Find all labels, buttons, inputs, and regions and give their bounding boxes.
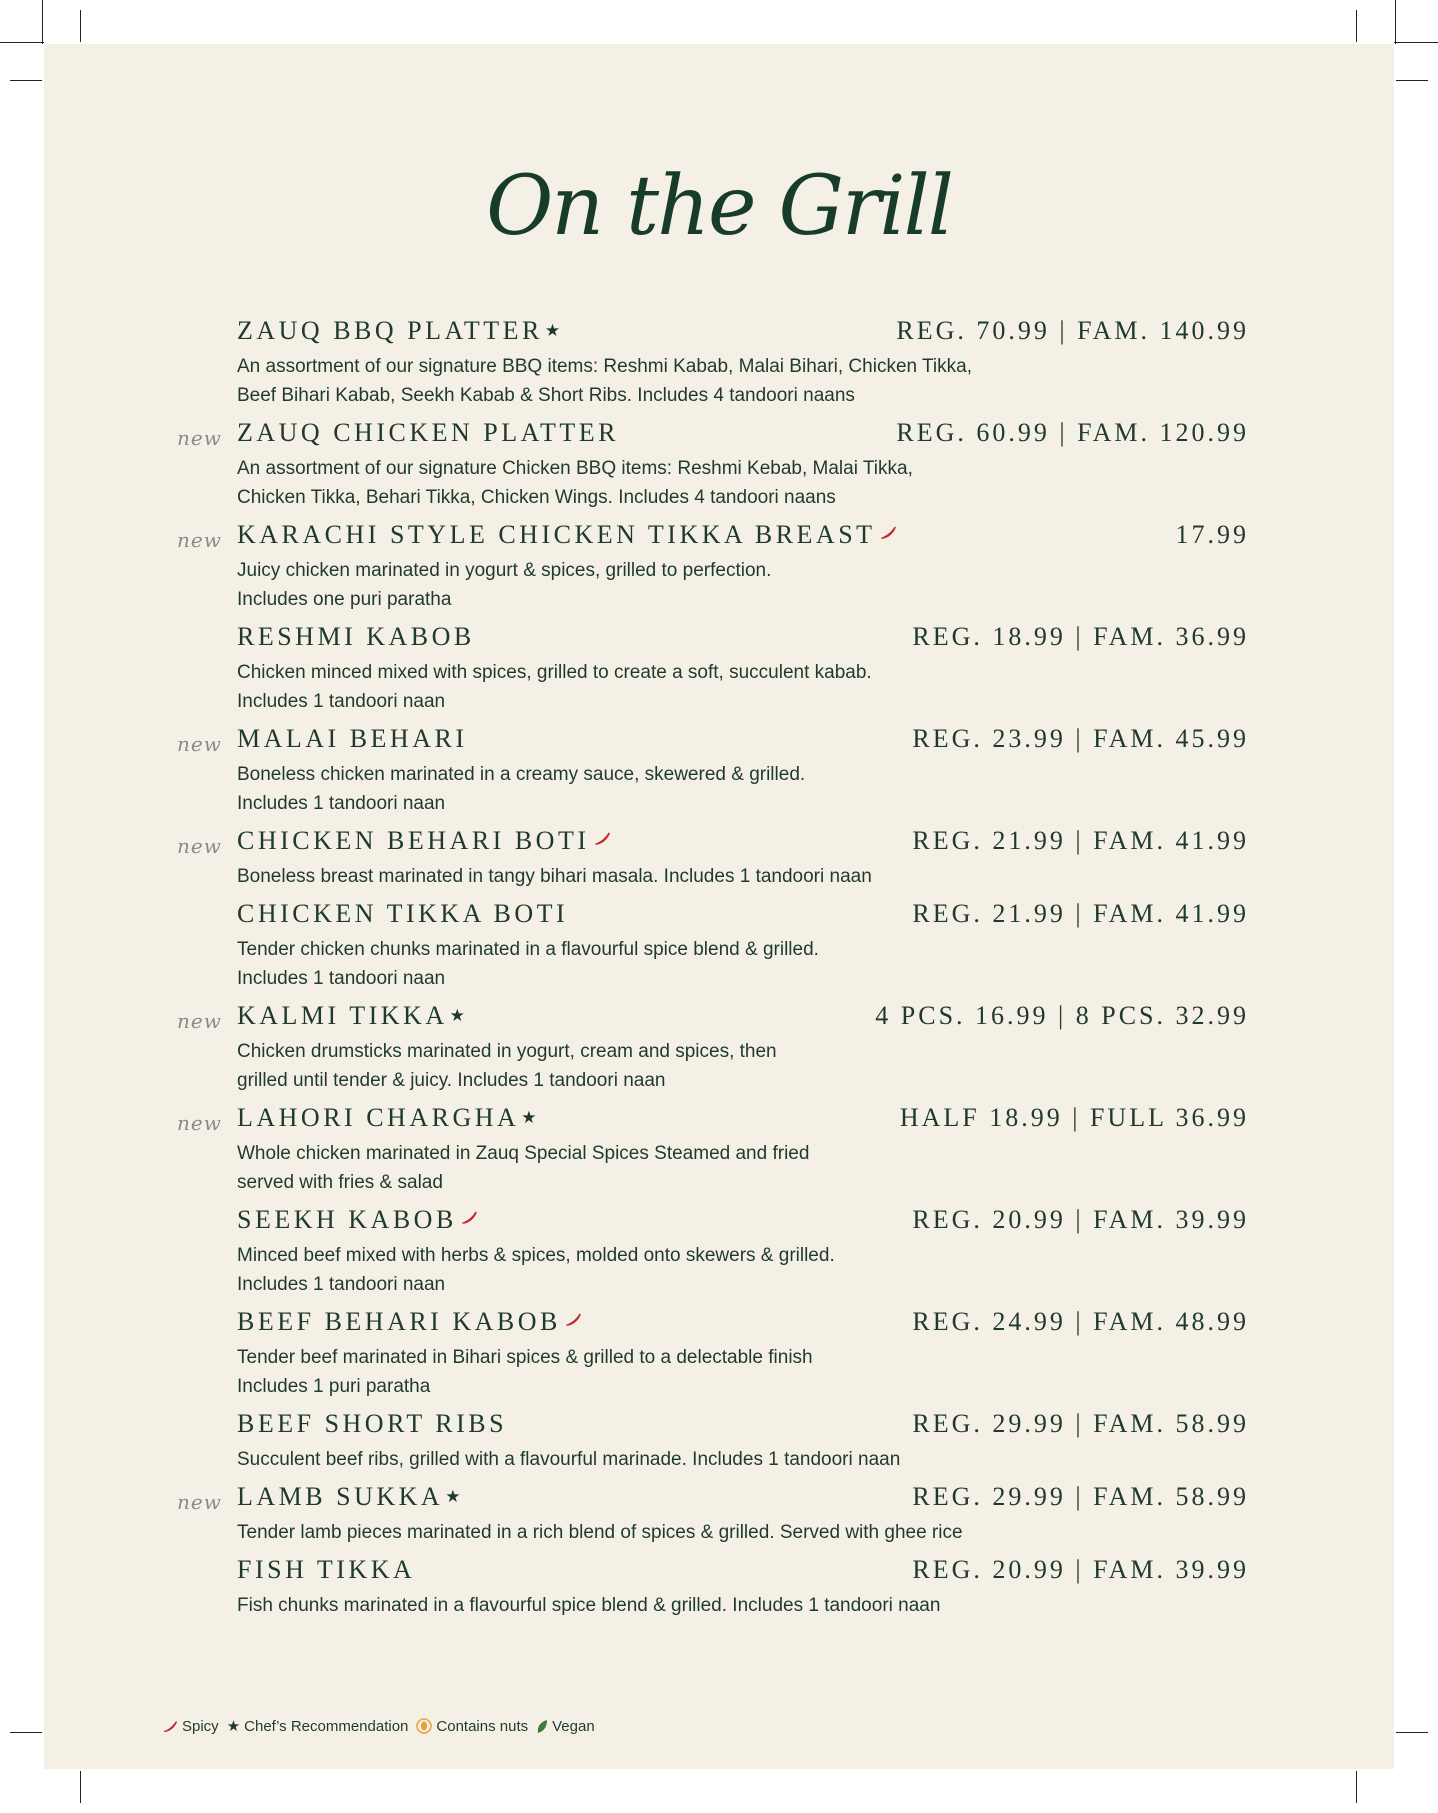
chili-icon (460, 1209, 478, 1225)
menu-item (237, 1409, 1249, 1482)
menu-item-name-text: RESHMI KABOB (237, 622, 475, 651)
menu-item (237, 1205, 1249, 1307)
menu-item-description: Chicken minced mixed with spices, grilled to create a soft, succulent kabab. Includes 1 tandoori naan (237, 662, 872, 712)
menu-item-description: Tender lamb pieces marinated in a rich blend of spices & grilled. Served with ghee rice (237, 1522, 963, 1543)
menu-item-name (237, 1103, 540, 1133)
menu-item-price: REG. 70.99 | FAM. 140.99 (896, 316, 1249, 345)
legend-spicy (162, 1718, 219, 1735)
menu-item-name (237, 899, 568, 929)
menu-item-name (237, 1307, 582, 1337)
menu-page (44, 44, 1394, 1769)
menu-item-name (237, 1409, 507, 1439)
menu-item-name (237, 1555, 415, 1585)
menu-item-name-text: ZAUQ CHICKEN PLATTER (237, 418, 619, 447)
menu-item (237, 316, 1249, 418)
menu-item-header (177, 418, 1249, 454)
star-icon: ★ (544, 321, 564, 340)
crop-mark (1395, 0, 1396, 44)
menu-item-price: 17.99 (1175, 520, 1249, 549)
menu-item-header (177, 724, 1249, 760)
legend-nuts-label: Contains nuts (436, 1717, 529, 1735)
menu-item-name-text: CHICKEN BEHARI BOTI (237, 826, 590, 855)
menu-item-name (237, 1482, 464, 1512)
menu-item-name (237, 1205, 478, 1235)
menu-item (237, 899, 1249, 1001)
menu-item-price: REG. 29.99 | FAM. 58.99 (912, 1409, 1249, 1438)
new-badge: new (177, 732, 222, 756)
menu-item-header (237, 1409, 1249, 1445)
menu-item-price: REG. 21.99 | FAM. 41.99 (912, 826, 1249, 855)
menu-item-description: An assortment of our signature BBQ items: Reshmi Kabab, Malai Bihari, Chicken Tikka, Beef Bihari Kabab, Seekh Kabab & Short Ribs. Includes 4 tandoori naans (237, 356, 972, 406)
menu-item-description: Tender chicken chunks marinated in a flavourful spice blend & grilled. Includes 1 tandoori naan (237, 939, 819, 989)
menu-item (237, 1307, 1249, 1409)
page-title: On the Grill (486, 159, 952, 254)
star-icon: ★ (445, 1487, 464, 1506)
menu-item-header (237, 1307, 1249, 1343)
menu-item (237, 622, 1249, 724)
legend-vegan (536, 1718, 595, 1735)
menu-item-header (177, 520, 1249, 556)
crop-mark (10, 1732, 42, 1733)
menu-item-name (237, 826, 611, 856)
menu-item-description: Boneless breast marinated in tangy bihari masala. Includes 1 tandoori naan (237, 866, 872, 887)
menu-item-name-text: ZAUQ BBQ PLATTER (237, 316, 543, 345)
menu-item-description: Tender beef marinated in Bihari spices & grilled to a delectable finish Includes 1 puri paratha (237, 1347, 813, 1397)
menu-item-price: REG. 29.99 | FAM. 58.99 (912, 1482, 1249, 1511)
star-icon: ★ (226, 1718, 241, 1735)
crop-mark (0, 42, 44, 43)
new-badge: new (177, 1490, 222, 1514)
crop-mark (80, 10, 81, 42)
new-badge: new (177, 834, 222, 858)
crop-mark (10, 80, 42, 81)
new-badge: new (177, 1111, 222, 1135)
crop-mark (1356, 1771, 1357, 1803)
menu-item-header (177, 826, 1249, 862)
menu-item-price: REG. 18.99 | FAM. 36.99 (912, 622, 1249, 651)
crop-mark (80, 1771, 81, 1803)
menu-item-price: REG. 23.99 | FAM. 45.99 (912, 724, 1249, 753)
menu-item-price: REG. 24.99 | FAM. 48.99 (912, 1307, 1249, 1336)
menu-item-description: Juicy chicken marinated in yogurt & spices, grilled to perfection. Includes one puri paratha (237, 560, 772, 610)
menu-item-header (237, 899, 1249, 935)
menu-item-name-text: KARACHI STYLE CHICKEN TIKKA BREAST (237, 520, 876, 549)
menu-item-header (237, 316, 1249, 352)
menu-item (177, 826, 1249, 899)
menu-item-description: Fish chunks marinated in a flavourful spice blend & grilled. Includes 1 tandoori naan (237, 1595, 941, 1616)
menu-item-header (237, 1555, 1249, 1591)
nut-icon (416, 1718, 432, 1734)
crop-mark (1396, 1732, 1428, 1733)
chili-icon (162, 1719, 178, 1733)
crop-mark (1356, 10, 1357, 42)
menu-item-price: HALF 18.99 | FULL 36.99 (899, 1103, 1249, 1132)
menu-item-name-text: LAMB SUKKA (237, 1482, 444, 1511)
menu-item-name (237, 316, 564, 346)
crop-mark (1394, 42, 1438, 43)
legend-spicy-label: Spicy (182, 1717, 219, 1735)
legend-nuts (416, 1718, 528, 1735)
menu-item-description: Succulent beef ribs, grilled with a flavourful marinade. Includes 1 tandoori naan (237, 1449, 901, 1470)
new-badge: new (177, 426, 222, 450)
menu-item-name (237, 622, 475, 652)
menu-item-name-text: CHICKEN TIKKA BOTI (237, 899, 569, 928)
menu-item-header (177, 1001, 1249, 1037)
chili-icon (879, 524, 897, 540)
new-badge: new (177, 1009, 222, 1033)
menu-item (177, 1482, 1249, 1555)
star-icon: ★ (521, 1108, 541, 1127)
menu-item-name (237, 1001, 468, 1031)
menu-item-name-text: LAHORI CHARGHA (237, 1103, 520, 1132)
menu-item-name (237, 520, 897, 550)
crop-mark (42, 0, 43, 44)
star-icon: ★ (449, 1006, 469, 1025)
menu-item-header (177, 1482, 1249, 1518)
legend-chef (227, 1717, 409, 1735)
menu-item (177, 724, 1249, 826)
menu-item (177, 1001, 1249, 1103)
menu-item-name (237, 724, 468, 754)
legend-chef-label: Chef’s Recommendation (244, 1717, 409, 1735)
menu-item-price: 4 PCS. 16.99 | 8 PCS. 32.99 (875, 1001, 1249, 1030)
menu-item-description: Chicken drumsticks marinated in yogurt, cream and spices, then grilled until tender & juicy. Includes 1 tandoori naan (237, 1041, 777, 1091)
menu-item-header (177, 1103, 1249, 1139)
crop-mark (1396, 80, 1428, 81)
menu-item-name-text: MALAI BEHARI (237, 724, 468, 753)
new-badge: new (177, 528, 222, 552)
leaf-icon (536, 1719, 548, 1734)
menu-item-name-text: BEEF SHORT RIBS (237, 1409, 508, 1438)
menu-item-price: REG. 60.99 | FAM. 120.99 (896, 418, 1249, 447)
menu-item-name-text: KALMI TIKKA (237, 1001, 448, 1030)
chili-icon (564, 1311, 582, 1327)
menu-item (177, 1103, 1249, 1205)
menu-item (177, 520, 1249, 622)
menu-item-description: Minced beef mixed with herbs & spices, molded onto skewers & grilled. Includes 1 tandoori naan (237, 1245, 835, 1295)
menu-list (177, 316, 1249, 1625)
menu-item-name-text: BEEF BEHARI KABOB (237, 1307, 561, 1336)
menu-item-price: REG. 20.99 | FAM. 39.99 (912, 1205, 1249, 1234)
menu-item (177, 418, 1249, 520)
menu-item-price: REG. 21.99 | FAM. 41.99 (912, 899, 1249, 928)
menu-item-description: An assortment of our signature Chicken BBQ items: Reshmi Kebab, Malai Tikka, Chicken Tikka, Behari Tikka, Chicken Wings. Includes 4 tandoori naans (237, 458, 913, 508)
menu-item-name-text: SEEKH KABOB (237, 1205, 457, 1234)
chili-icon (593, 830, 611, 846)
menu-item-name-text: FISH TIKKA (237, 1555, 416, 1584)
menu-item-header (237, 622, 1249, 658)
menu-item-name (237, 418, 619, 448)
menu-item-description: Whole chicken marinated in Zauq Special Spices Steamed and fried served with fries & salad (237, 1143, 810, 1193)
menu-item-price: REG. 20.99 | FAM. 39.99 (912, 1555, 1249, 1584)
legend-vegan-label: Vegan (552, 1717, 595, 1735)
menu-item (237, 1555, 1249, 1625)
legend (162, 1717, 595, 1735)
menu-item-header (237, 1205, 1249, 1241)
menu-item-description: Boneless chicken marinated in a creamy sauce, skewered & grilled. Includes 1 tandoori naan (237, 764, 806, 814)
